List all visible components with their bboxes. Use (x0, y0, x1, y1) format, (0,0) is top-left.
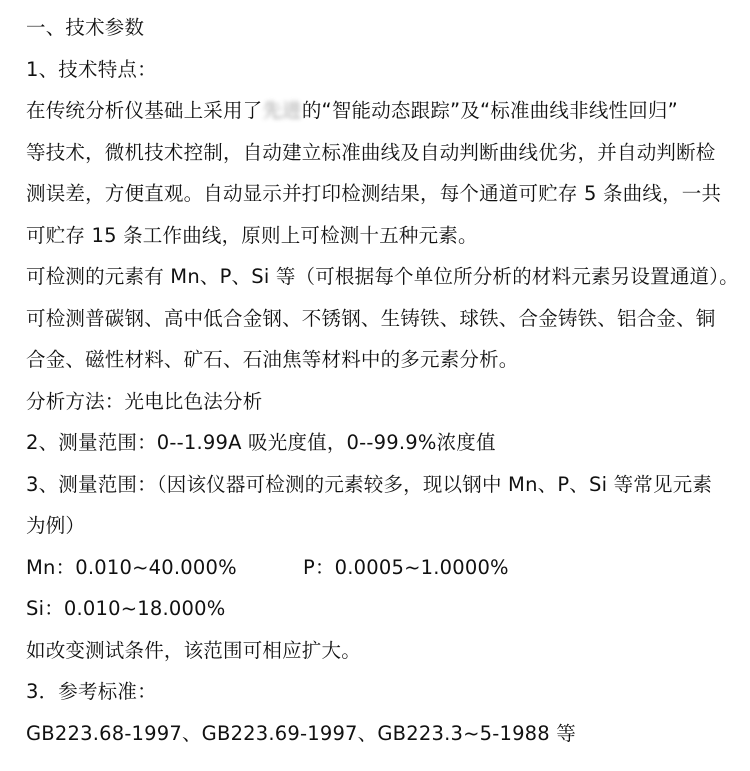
range-row-mn-p (26, 554, 730, 582)
standards-heading: 3．参考标准： (26, 680, 157, 703)
section-heading: 一、技术参数 (26, 16, 145, 39)
range-p: P：0.0005~1.0000% (303, 556, 509, 579)
blurred-brand-text: 先进 (262, 99, 302, 122)
subsection-heading-features: 1、技术特点： (26, 58, 157, 81)
paragraph-features-line-1 (26, 97, 678, 125)
paragraph-elements-line-1: 可检测的元素有 Mn、P、Si 等（可根据每个单位所分析的材料元素另设置通道）。 (26, 265, 739, 288)
measurement-range-intro-line-1: 3、测量范围：（因该仪器可检测的元素较多，现以钢中 Mn、P、Si 等常见元素 (26, 473, 713, 496)
expand-note: 如改变测试条件，该范围可相应扩大。 (26, 639, 361, 662)
measurement-range-absorbance: 2、测量范围：0--1.99A 吸光度值，0--99.9%浓度值 (26, 431, 496, 454)
standards-list: GB223.68-1997、GB223.69-1997、GB223.3~5-1988 等 (26, 722, 576, 745)
range-si: Si：0.010~18.000% (26, 597, 226, 620)
text-segment: 的“智能动态跟踪”及“标准曲线非线性回归” (301, 99, 678, 122)
paragraph-elements-line-2: 可检测普碳钢、高中低合金钢、不锈钢、生铸铁、球铁、合金铸铁、铝合金、铜 (26, 307, 716, 330)
measurement-range-intro-line-2: 为例） (26, 514, 86, 537)
paragraph-features-line-4: 可贮存 15 条工作曲线，原则上可检测十五种元素。 (26, 224, 478, 247)
paragraph-features-line-3: 测误差，方便直观。自动显示并打印检测结果，每个通道可贮存 5 条曲线，一共 (26, 182, 722, 205)
paragraph-features-line-2: 等技术，微机技术控制，自动建立标准曲线及自动判断曲线优劣，并自动判断检 (26, 141, 716, 164)
range-mn: Mn：0.010~40.000% (26, 556, 237, 579)
text-segment: 在传统分析仪基础上采用了 (26, 99, 263, 122)
analysis-method: 分析方法：光电比色法分析 (26, 390, 263, 413)
paragraph-elements-line-3: 合金、磁性材料、矿石、石油焦等材料中的多元素分析。 (26, 348, 519, 371)
